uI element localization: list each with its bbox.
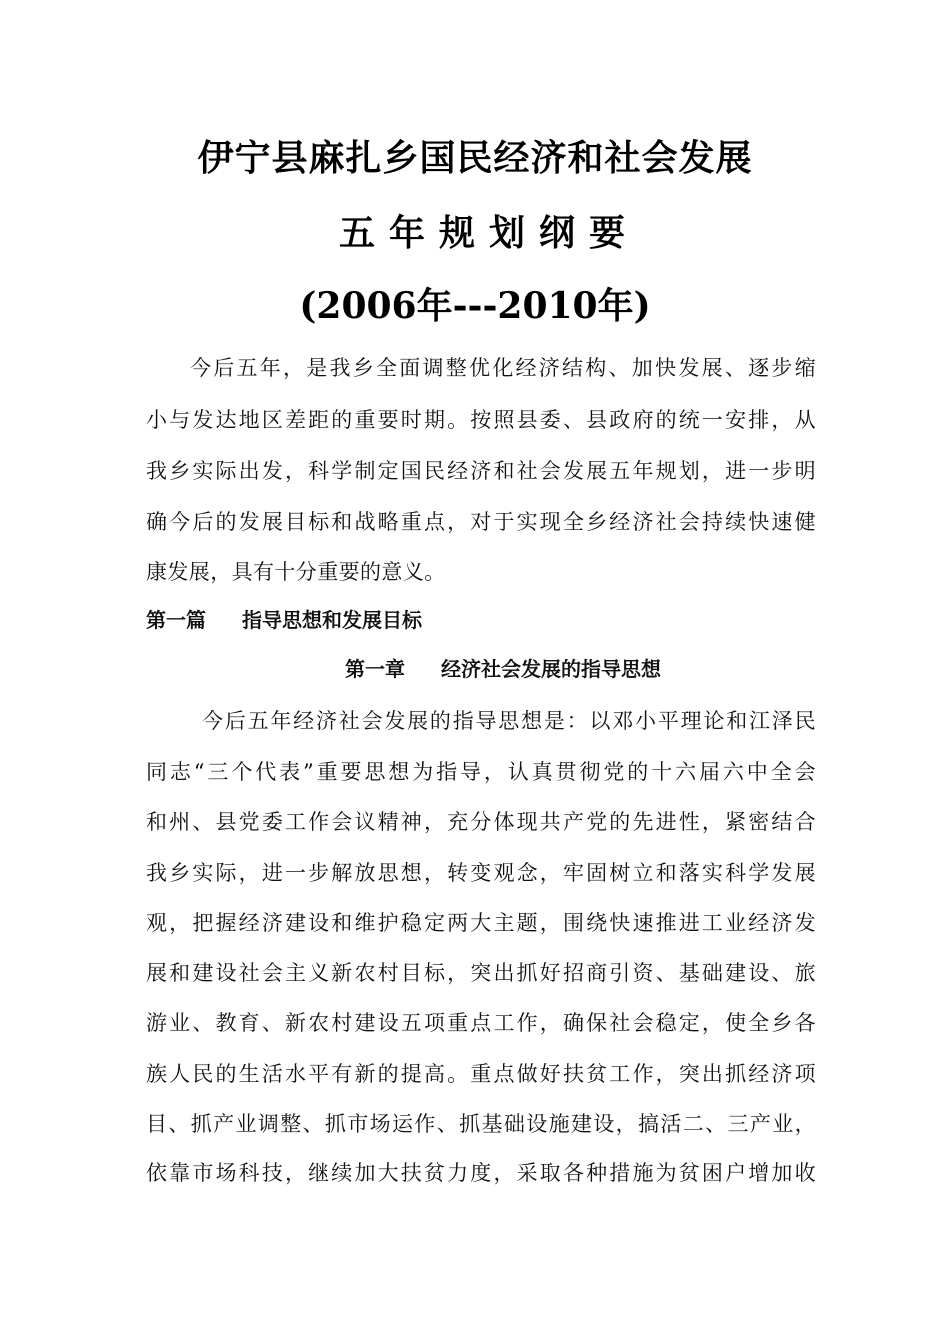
part-heading <box>146 604 422 633</box>
intro-line: 康发展，具有十分重要的意义。 <box>146 560 446 584</box>
body-line: 和州、县党委工作会议精神，充分体现共产党的先进性，紧密结合 <box>146 810 816 834</box>
part-number: 第一篇 <box>146 608 206 632</box>
intro-line: 确今后的发展目标和战略重点，对于实现全乡经济社会持续快速健 <box>146 510 816 534</box>
body-line: 观，把握经济建设和维护稳定两大主题，围绕快速推进工业经济发 <box>146 911 816 935</box>
body-line: 同志“三个代表”重要思想为指导，认真贯彻党的十六届六中全会 <box>146 760 816 784</box>
document-title-years: (2006年---2010年) <box>299 285 651 327</box>
body-line: 目、抓产业调整、抓市场运作、抓基础设施建设，搞活二、三产业， <box>146 1112 816 1136</box>
chapter-heading <box>345 653 661 682</box>
chapter-title: 经济社会发展的指导思想 <box>441 657 661 681</box>
body-line: 我乡实际，进一步解放思想，转变观念，牢固树立和落实科学发展 <box>146 861 816 885</box>
body-line: 依靠市场科技，继续加大扶贫力度，采取各种措施为贫困户增加收 <box>146 1161 816 1185</box>
document-title-line-2: 五年规划纲要 <box>338 213 639 254</box>
intro-line: 我乡实际出发，科学制定国民经济和社会发展五年规划，进一步明 <box>146 459 816 483</box>
intro-line: 小与发达地区差距的重要时期。按照县委、县政府的统一安排，从 <box>146 408 816 432</box>
intro-line: 今后五年，是我乡全面调整优化经济结构、加快发展、逐步缩 <box>190 356 816 380</box>
document-title-line-1: 伊宁县麻扎乡国民经济和社会发展 <box>197 138 753 179</box>
part-title: 指导思想和发展目标 <box>242 608 422 632</box>
chapter-number: 第一章 <box>345 657 405 681</box>
body-line: 游业、教育、新农村建设五项重点工作，确保社会稳定，使全乡各 <box>146 1011 816 1035</box>
body-line: 展和建设社会主义新农村目标，突出抓好招商引资、基础建设、旅 <box>146 961 816 985</box>
body-line: 族人民的生活水平有新的提高。重点做好扶贫工作，突出抓经济项 <box>146 1062 816 1086</box>
body-line: 今后五年经济社会发展的指导思想是：以邓小平理论和江泽民 <box>202 709 816 733</box>
